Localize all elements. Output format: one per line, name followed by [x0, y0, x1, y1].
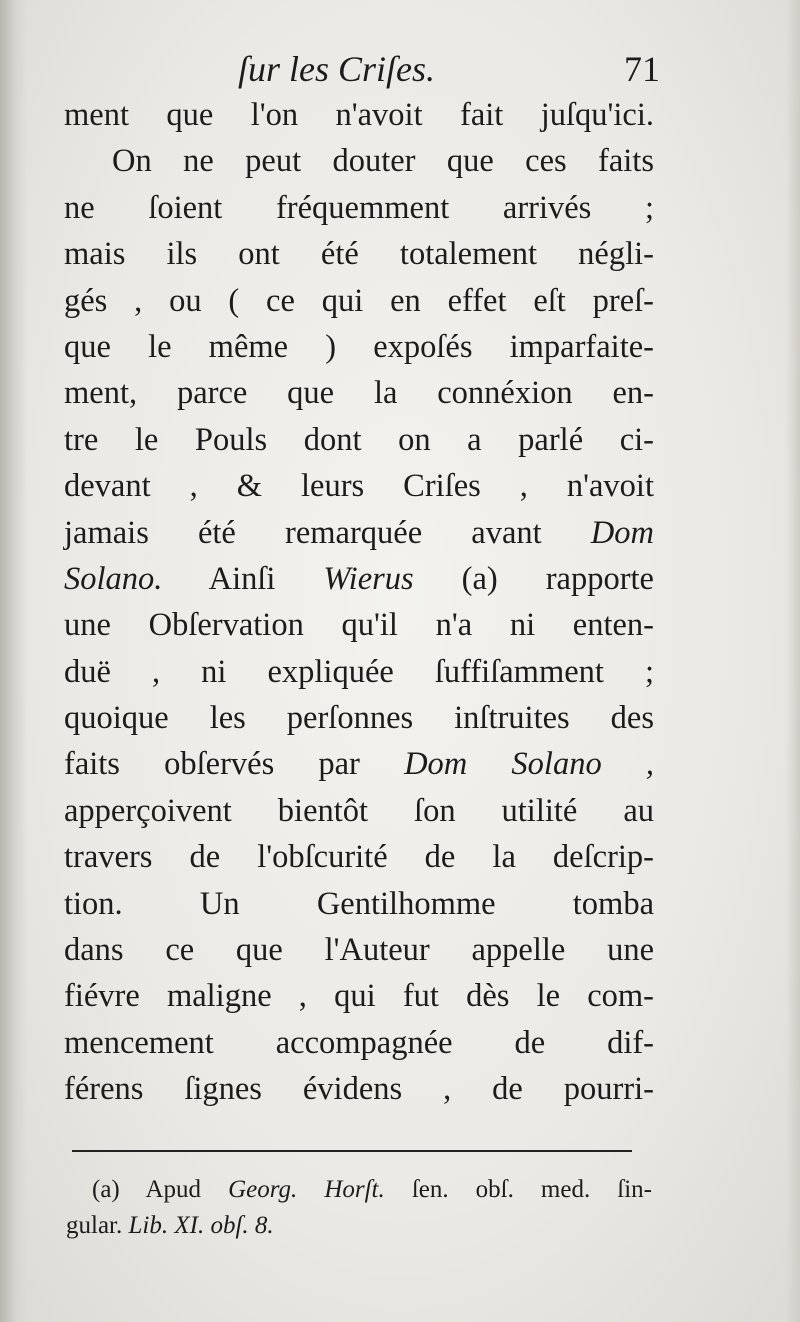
text-line: apperçoivent bientôt ſon utilité au — [64, 792, 654, 829]
text-line — [64, 556, 654, 602]
text-line: duë , ni expliquée ſuffiſamment ; — [64, 653, 654, 690]
text-line: On ne peut douter que ces faits — [112, 143, 654, 180]
text-line: ne ſoient fréquemment arrivés ; — [64, 189, 654, 226]
body-text — [64, 92, 654, 1113]
text-line: une Obſervation qu'il n'a ni enten- — [64, 607, 654, 644]
text-line: devant , & leurs Criſes , n'avoit — [64, 468, 654, 505]
italic-name: Dom — [590, 514, 654, 551]
footnote-line — [66, 1172, 652, 1208]
text-line — [64, 741, 654, 787]
text-line: férens ſignes évidens , de pourri- — [64, 1071, 654, 1108]
italic-name: Georg. Horſt. — [228, 1176, 385, 1203]
text-segment: ſen. obſ. med. ſin- — [411, 1176, 652, 1203]
text-line: que le même ) expoſés imparfaite- — [64, 328, 654, 365]
page-edge-shadow — [786, 0, 800, 1322]
text-line: travers de l'obſcurité de la deſcrip- — [64, 839, 654, 876]
text-segment: jamais été remarquée avant — [64, 514, 542, 551]
page-number: 71 — [624, 49, 660, 89]
footnote-divider — [72, 1150, 632, 1152]
text-line: tre le Pouls dont on a parlé ci- — [64, 421, 654, 458]
text-segment: (a) rapporte — [461, 560, 654, 597]
running-title: ſur les Criſes. — [238, 49, 436, 89]
text-segment: gular. — [66, 1212, 123, 1239]
italic-name: Dom Solano , — [404, 746, 654, 783]
text-line: mais ils ont été totalement négli- — [64, 236, 654, 273]
text-line — [64, 510, 654, 556]
text-line: dans ce que l'Auteur appelle une — [64, 932, 654, 969]
footnote-marker: (a) — [92, 1176, 120, 1203]
text-segment: faits obſervés par — [64, 746, 360, 783]
italic-name: Solano. — [64, 560, 163, 597]
text-line: ment, parce que la connéxion en- — [64, 375, 654, 412]
text-line: gés , ou ( ce qui en effet eſt preſ- — [64, 282, 654, 319]
text-line: quoique les perſonnes inſtruites des — [64, 700, 654, 737]
text-segment: Apud — [145, 1176, 201, 1203]
text-line: mencement accompagnée de dif- — [64, 1024, 654, 1061]
text-line: fiévre maligne , qui fut dès le com- — [64, 978, 654, 1015]
page-binding-shadow — [0, 0, 28, 1322]
italic-name: Wierus — [323, 560, 414, 597]
text-segment: Ainſi — [208, 560, 276, 597]
footnote-line — [66, 1208, 652, 1244]
text-line: ment que l'on n'avoit fait juſqu'ici. — [64, 97, 654, 133]
footnote-reference: Lib. XI. obſ. 8. — [128, 1212, 274, 1239]
footnote — [66, 1172, 652, 1244]
text-line: tion. Un Gentilhomme tomba — [64, 885, 654, 922]
